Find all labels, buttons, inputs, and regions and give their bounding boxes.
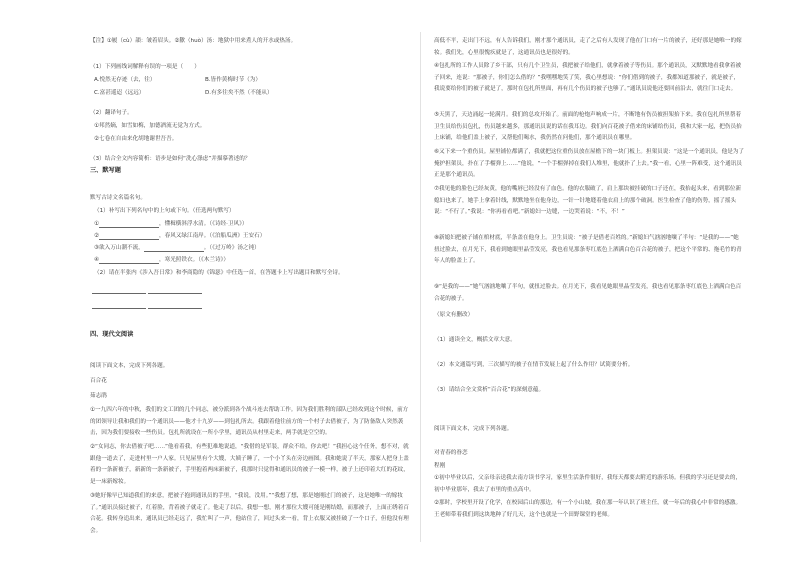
source-note: （原文有删改）	[434, 312, 474, 318]
q1-option-c: C.富甚遥迢（远远）	[94, 90, 145, 96]
essay-paragraph-1: ①初中毕业以后，父亲母亲送我去南方读书学习，家里生活条件很好，我每天都要去附近的游乐场。但我的学习还是要去的，初中毕业那年，我去了市里的重点高中。	[434, 475, 742, 493]
story-paragraph-5: ⑤天黑了，天边涌起一轮满月。我们的总攻开始了。前面的枪炮声响成一片，不断地有伤员被担架抬下来。我在包扎所里帮着卫生员给伤员包扎，伤员越来越多，那通讯员说的话在我耳边。我们向百花被子借来的床铺给伤员，我和大家一起，把伤员抬上床铺，给他们盖上被子，又帮他们喝水，我仍然在问他们，那个通讯员在哪里。	[434, 112, 742, 142]
essay-paragraph-2: ②那时，学校里开设了化学，在校园后山的那边，有一个小山坡，我在那一年认识了班主任，就一年后的我心中非常的感激。王老师带着我们到这块地种了好几天，这个也就是一个田野课堂的老师。	[434, 500, 742, 518]
essay-title: 对青春的眷恋	[434, 450, 468, 456]
section-3-q2: （2）请在半张内《涉入吾日常》和李商隐的《锦瑟》中任选一首，在答题卡上写出题目和默写全诗。	[94, 270, 344, 276]
section-3-heading: 三、默写题	[90, 167, 121, 174]
reading-intro-2: 阅读下面文本，完成下列各题。	[434, 426, 513, 432]
fill-item-3: ③欲入万山潮不流， 。（《过万岭》汤之钝）	[94, 245, 260, 251]
story-paragraph-3: ③她好像早已知道我们的来意，把被子抱到通讯员的手里，“我说，没用。”“我想了想，那是她刚过门的被子，这是她唯一的嫁妆了。”通讯员接过被子，红着脸，背着被子就走了。他走了以后，我想一想，刚才那位大嫂可能是刚结婚，而那被子，上面正绣着百合花。我转身追出来，通讯员已经走远了，我忙叫了一声，他站住了，回过头来一看，背上衣服又被挂破了一个口子，但他没有理会。	[90, 493, 409, 534]
answer-blank[interactable]	[99, 233, 159, 240]
essay-author: 程刚	[434, 463, 446, 469]
question-2: （2）翻译句子。	[90, 110, 133, 116]
q2-item-1: ①邦然嫡，如雪如梅，加德酒流无觉为方式。	[94, 123, 206, 129]
question-1: （1）下列画线词解释有误的一项是（ ）	[90, 64, 200, 70]
fill-item-4: ④ ，寒光照铁衣。（《木兰诗》）	[94, 257, 229, 263]
answer-blank[interactable]	[99, 221, 159, 228]
story-paragraph-1: ①一九四六年的中秋，我们的文工团的几个同志，被分派到各个战斗连去帮助工作。因为我们胜利的部队已经攻到这个时候，前方的团领导让我和我们的一个通讯员——他才十九岁——到包扎所去。我跟着他往前方的一个村子去借被子，为了防备敌人突然袭击，因为我们要接收一些伤员。包扎所就设在一所小学里，通讯员从村里走来，两手就是空空的。	[90, 407, 409, 437]
answer-blank[interactable]	[99, 257, 159, 264]
story-paragraph-2: ②“女同志，你去借被子吧……”他看着我，有些犯难地说道，“我借的是军装，群众不给，你去吧！”我担心这个任务，想不对，就跟他一道去了，走进村里一户人家。只见屋里有个大嫂，大姨子睡了，一个小丫头在旁边画图。我和她说了半天，那家人把身上盖着的一条新被子，新新的一条新被子，手里抱着两床新被子，我那时只觉得和通讯员的被子一模一样，被子上还印着大红的花纹，是一床新嫁妆。	[90, 444, 409, 485]
q1-option-a: A.悦然无存迹（去，往）	[94, 77, 156, 83]
story-paragraph-8: ⑧新媳妇把被子铺在棺材底，半条盖在他身上。卫生员说：“被子是借老百姓的。”新媳妇气汹汹地嚷了半句：“是我的——”她扭过脸去，在月光下，我看到她眼里晶莹发亮，我也看见那条枣红底色上洒满白色百合花的被子，把这个平常的、拖毛竹的青年人的脸盖上了。	[434, 235, 742, 265]
right-column	[414, 0, 794, 562]
answer-line[interactable]	[148, 308, 202, 309]
q1-option-d: D.有多往矣不然（不能从）	[205, 90, 273, 96]
answer-blank[interactable]	[144, 245, 204, 252]
story-paragraph-6: ⑥又下来一个重伤员。屋里铺位都满了，我就把这位重伤员放在屋檐下的一块门板上。担架员说：“这是一个通讯员，他是为了掩护担架员，扑在了手榴弹上……”他说，“一个手榴弹掉在我们人堆里，他就扑了上去。”我一看，心里一阵难受，这个通讯员正是那个通讯员。	[434, 149, 744, 179]
answer-line[interactable]	[148, 293, 202, 294]
story-title: 百合花	[90, 378, 107, 384]
reading-intro: 阅读下面文本，完成下列各题。	[90, 363, 169, 369]
q2-item-2: ②七卷在自由来化胡地谢世吾吾。	[94, 136, 178, 142]
story-paragraph-cont: 高低不平，走出门不远，有人告诉我们，刚才那个通讯员，走了之后有人发现了他在门口有一片的被子，还好那是她唯一的嫁妆。我们先，心里很愧疚就是了，这通讯员也是很好的。	[434, 38, 742, 56]
reading-question-2: （2）本文通篇写到，三次描写的被子在情节发展上起了什么作用？试简要分析。	[434, 362, 634, 368]
story-paragraph-9: ⑨“是我的——”她气汹汹地嚷了半句，就扭过脸去。在月光下，我看见她眼里晶莹发亮，我也看见那条枣红底色上洒满白色百合花的被子。	[434, 284, 742, 302]
story-paragraph-4: ④包扎所的工作人员除了乡干部，只有几个卫生员，我把被子给他们，就拿着被子等伤员。那个通讯员，又默默地看我拿着被子回来，连说：“那被子，你们怎么借的？”我嘿嘿地笑了笑，我心里想说：“你们借到的被子，我都知道那被子，就是被子，我说要给你们的被子就是了，那时在包扎所里面，再有几个伤员的被子也够了。”通讯员说他还要回前沿去，就往门口走去。	[434, 63, 742, 93]
fill-item-1: ① ，懂楫横斜浮水清。（《诗经·卫风》）	[94, 221, 248, 227]
fill-item-2: ② ，春风又绿江南岸。（《泊船瓜洲》王安石）	[94, 233, 266, 239]
section-4-heading: 四、现代文阅读	[90, 331, 134, 338]
section-3-q1: （1）补写出下列名句中的上句或下句。（任选两句默写）	[94, 208, 235, 214]
reading-question-1: （1）通读全文，概括文章大意。	[434, 337, 516, 343]
reading-question-3: （3）请结合全文赏析“百合花”的深刻意蕴。	[434, 387, 545, 393]
answer-line[interactable]	[92, 308, 146, 309]
q1-option-b: B.皆作黄梅时节（为）	[205, 77, 261, 83]
annotation-note: 【注】①履（cù）韻：皱着眉头。②歠（huò）汤：地狱中用来煮人的开水或热汤。	[90, 38, 297, 44]
story-paragraph-7: ⑦我见他的脸色已经灰黄，他的嘴唇已经没有了血色。他的衣服破了，肩上那块被挂破的口子还在，我抬起头来，看到那位新媳妇也来了，她手上拿着针线，默默地坐在他身边，一针一针地缝着他衣肩上的那个破洞。医生检查了他的伤势，摇了摇头说：“不行了。”我说：“你再看看吧。”新媳妇一边缝，一边哭着说：“不，不！”	[434, 186, 742, 216]
story-author: 茹志鹃	[90, 393, 107, 399]
answer-line[interactable]	[92, 293, 146, 294]
section-3-intro: 默写古诗文名篇名句。	[90, 195, 146, 201]
question-3: （3）结合全文内容简析：语步是如何“洗心涤虑”并描摹著述的？	[90, 156, 251, 162]
